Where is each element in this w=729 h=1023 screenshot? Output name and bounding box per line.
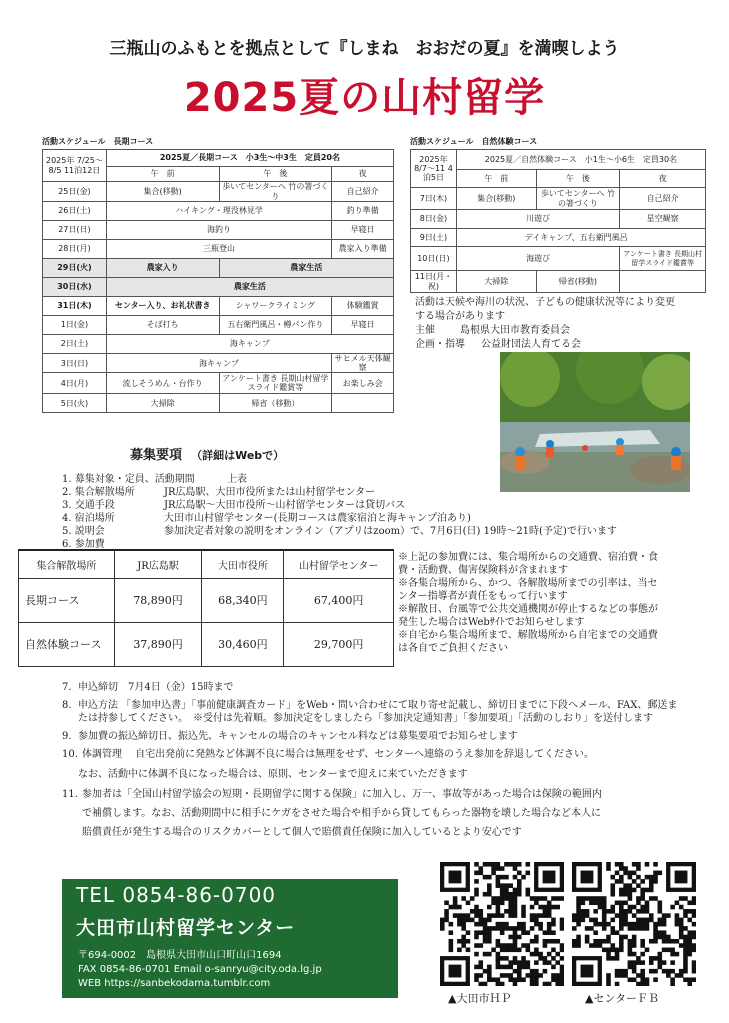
table-row: 9日(土) デイキャンプ、五右衛門風呂 (411, 229, 706, 247)
list-item: 9. 参加費の振込締切日、振込先、キャンセルの場合のキャンセル料などは募集要項でお知らせします (62, 731, 518, 742)
nature-course-title: 2025夏／自然体験コース 小1生～小6生 定員30名 (456, 150, 705, 170)
fee-table: 集合解散場所 JR広島駅 大田市役所 山村留学センター 長期コース 78,890円 68,340円 67,400円 自然体験コース 37,890円 30,460円 29,700円 (18, 549, 394, 667)
list-item: 11. 参加者は「全国山村留学協会の短期・長期留学に関する保険」に加入し、万一、事故等があった場合は保険の範囲内 で補償します。なお、活動期間中に相手にケガをさせた場合や相手から貸してもらった器物を壊した場合など本人に 賠償責任が発生する場合のリスクカバーとして個人で賠償責任保険に加入しているとより安心です (62, 789, 602, 838)
nature-course-table: 2025年 8/7～11 4泊5日 2025夏／自然体験コース 小1生～小6生 定員30名 午 前 午 後 夜 7日(木) 集合(移動) 歩いてセンターへ 竹の箸づくり 自己紹介 8日(金) 川遊び 星空観察 9日(土) デイキャンプ、五右衛門風呂 10日(日) 海遊び アンケート書き 長期山村留学スライド鑑賞等 11日(月・祝) 大掃除 帰省(移動) (410, 149, 706, 293)
list-item: 1. 募集対象・定員、活動期間 上表 (62, 474, 247, 485)
table-row: 8日(金) 川遊び 星空観察 (411, 210, 706, 229)
table-row: 5日(火) 大掃除 帰省（移動） (43, 394, 394, 413)
table-row: 30日(水) 農家生活 (43, 278, 394, 297)
qr-city-caption: ▲大田市ＨＰ (448, 992, 512, 1005)
activity-note: 活動は天候や海川の状況、子どもの健康状況等により変更 する場合があります 主催 島根県大田市教育委員会 企画・指導 公益財団法人育てる会 (415, 297, 675, 350)
col-night: 夜 (332, 167, 394, 182)
list-item: 5. 説明会 参加決定者対象の説明をオンライン（アプリはzoom）で、7月6日(日) 19時～21時(予定)で行います (62, 526, 617, 537)
recruit-list (62, 473, 617, 551)
list-item: 8. 申込方法 「参加申込書」「事前健康調査カード」をWeb・問い合わせにて取り寄せ記載し、締切日までに下段へメール、FAX、郵送または持参してください。 ※受付は先着順。参加決定をしましたら「参加決定通知書」「参加要項」「活動のしおり」を送付します (62, 700, 678, 724)
list-item: 4. 宿泊場所 大田市山村留学センター(長期コースは農家宿泊と海キャンプ泊あり) (62, 513, 471, 524)
long-course-label: 活動スケジュール 長期コース (42, 137, 154, 146)
table-row: 7日(木) 集合(移動) 歩いてセンターへ 竹の箸づくり 自己紹介 (411, 188, 706, 210)
application-list (62, 681, 682, 850)
fee-notes: ※上記の参加費には、集合場所からの交通費、宿泊費・食 費・活動費、傷害保険料が含まれます ※各集合場所から、かつ、各解散場所までの引率は、当セ ンター指導者が責任をもって行います ※解散日、台風等で公共交通機関が停止するなどの事態が 発生した場合はWebｻｲﾄでお知らせします ※自宅から集合場所まで、解散場所から自宅までの交通費 は各自でご負担ください (398, 552, 658, 654)
header-subtitle: 三瓶山のふもとを拠点として『しまね おおだの夏』を満喫しよう (109, 39, 620, 59)
table-row: 26日(土) ハイキング・理没林見学 釣り準備 (43, 202, 394, 221)
river-activity-photo (500, 352, 690, 492)
table-row: 10日(日) 海遊び アンケート書き 長期山村留学スライド鑑賞等 (411, 247, 706, 271)
table-row: 長期コース 78,890円 68,340円 67,400円 (19, 578, 394, 622)
table-row: 1日(金) そば打ち 五右衛門風呂・樽パン作り 早寝日 (43, 316, 394, 335)
health-note: なお、活動中に体調不良になった場合は、原則、センターまで迎えに来ていただきます (78, 769, 468, 780)
table-row: 25日(金) 集合(移動) 歩いてセンターへ 竹の箸づくり 自己紹介 (43, 182, 394, 202)
table-row: 3日(日) 海キャンプ サヒメル天体観察 (43, 354, 394, 373)
long-course-table (42, 149, 394, 413)
long-course-title: 2025夏／長期コース 小3生～中3生 定員20名 (106, 150, 393, 167)
long-period: 2025年 7/25～8/5 11泊12日 (43, 150, 107, 182)
list-item: 6. 参加費 (62, 539, 105, 550)
nature-course-label: 活動スケジュール 自然体験コース (410, 137, 538, 146)
table-row: 29日(火) 農家入り 農家生活 (43, 259, 394, 278)
qr-center-caption: ▲センターＦＢ (585, 992, 660, 1005)
recruit-title: 募集要項 （詳細はWebで） (130, 448, 285, 463)
organization-name: 大田市山村留学センター (76, 917, 296, 939)
nature-period: 2025年 8/7～11 4泊5日 (411, 150, 457, 188)
list-item: 3. 交通手段 JR広島駅～大田市役所～山村留学センターは貸切バス (62, 500, 406, 511)
table-row: 4日(月) 流しそうめん・台作り アンケート書き 長期山村留学スライド鑑賞等 お楽しみ会 (43, 373, 394, 394)
list-item: 2. 集合解散場所 JR広島駅、大田市役所または山村留学センター (62, 487, 376, 498)
qr-code-city[interactable] (440, 862, 564, 986)
table-row: 28日(月) 三瓶登山 農家入り準備 (43, 240, 394, 259)
list-item: 7. 申込締切 7月4日（金）15時まで (62, 682, 234, 693)
contact-box (62, 879, 398, 998)
table-row: 2日(土) 海キャンプ (43, 335, 394, 354)
table-row: 11日(月・祝) 大掃除 帰省(移動) (411, 271, 706, 293)
email-link[interactable]: FAX 0854-86-0701 Email o-sanryu@city.oda.lg.jp (78, 964, 322, 975)
phone-number[interactable]: TEL 0854-86-0700 (76, 883, 277, 907)
list-item: 10. 体調管理 自宅出発前に発熱など体調不良に場合は無理をせず、センターへ連絡のうえ参加を辞退してください。 (62, 749, 594, 760)
contact-details: 〒694-0002 島根県大田市山口町山口1694 FAX 0854-86-0701 Email o-sanryu@city.oda.lg.jp WEB https://sanbekodama.tumblr.com (78, 950, 322, 989)
web-link[interactable]: WEB https://sanbekodama.tumblr.com (78, 978, 271, 989)
col-morning: 午 前 (106, 167, 219, 182)
main-title: 2025夏の山村留学 (183, 75, 546, 121)
col-afternoon: 午 後 (219, 167, 332, 182)
table-row: 27日(日) 海釣り 早寝日 (43, 221, 394, 240)
table-row: 自然体験コース 37,890円 30,460円 29,700円 (19, 622, 394, 666)
qr-code-center[interactable] (572, 862, 696, 986)
table-row: 31日(木) センター入り、お礼状書き シャワークライミング 体験鑑賞 (43, 297, 394, 316)
